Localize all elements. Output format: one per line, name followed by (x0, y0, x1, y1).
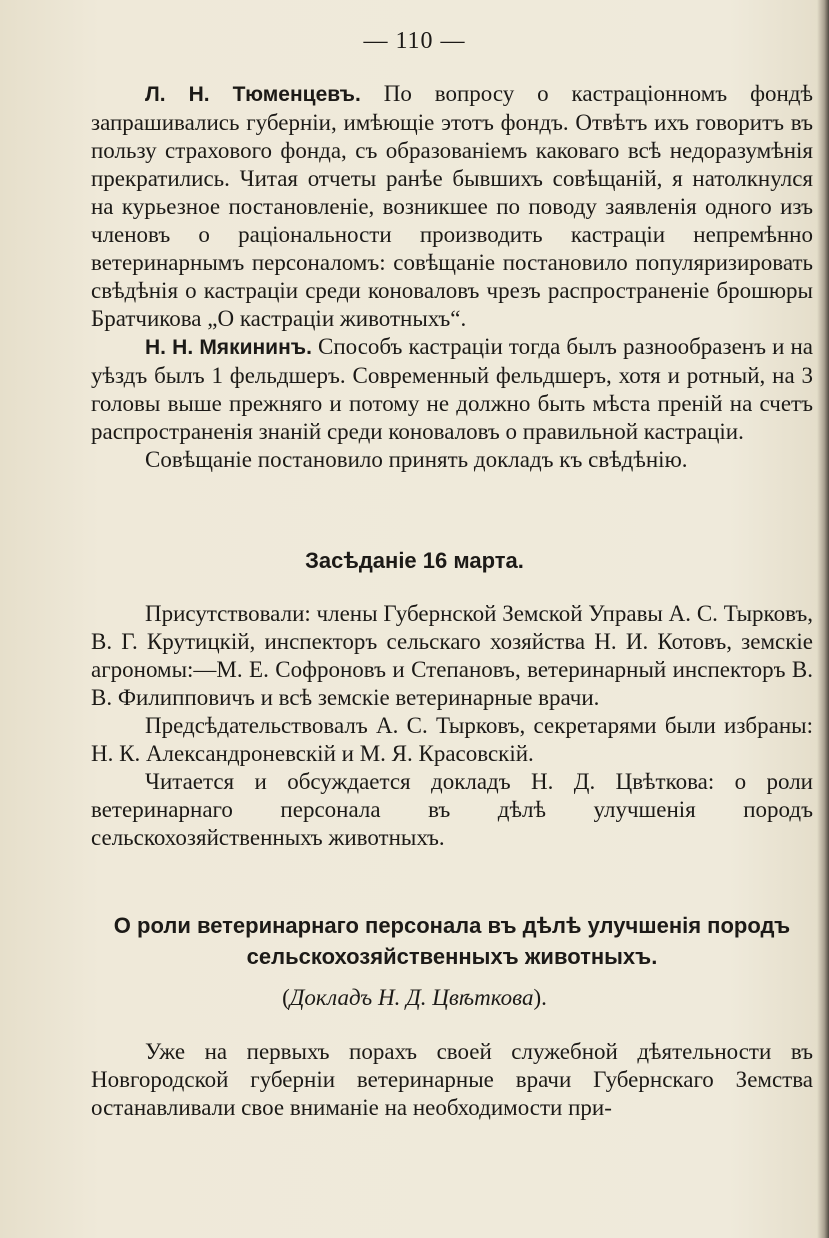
session-block (91, 600, 813, 852)
paragraph-attendees: Присутствовали: члены Губернской Земской Управы А. С. Тырковъ, В. Г. Крутицкій, инспекторъ сельскаго хозяйства Н. И. Котовъ, земскіе агрономы:—М. Е. Софроновъ и Степановъ, ветеринарный инспекторъ В. В. Филипповичъ и всѣ земскіе ветеринарные врачи. (91, 601, 813, 710)
paragraph-text: По вопросу о кастраціонномъ фондѣ запрашивались губерніи, имѣющіе этотъ фондъ. Отвѣтъ ихъ говоритъ въ пользу страхового фонда, съ образованіемъ каковаго всѣ недоразумѣнія прекратились. Читая отчеты ранѣе бывшихъ совѣщаній, я натолкнулся на курьезное постановленіе, возникшее по поводу заявленія одного изъ членовъ о раціональности производить кастраціи непремѣнно ветеринарнымъ персоналомъ: совѣщаніе постановило популяризировать свѣдѣнія о кастраціи среди коноваловъ чрезъ распространеніе брошюры Братчикова „О кастраціи животныхъ“. (91, 81, 813, 331)
speaker-name: Л. Н. Тюменцевъ. (145, 83, 361, 106)
paragraph-myakinin (91, 333, 813, 446)
paragraph-resolution: Совѣщаніе постановило принять докладъ къ свѣдѣнію. (145, 447, 688, 472)
byline-close: ). (533, 985, 547, 1010)
report-byline (0, 985, 829, 1011)
page-edge-shadow (817, 0, 829, 1238)
paragraph-tyumentsev (91, 80, 813, 333)
paragraph-agenda: Читается и обсуждается докладъ Н. Д. Цвѣткова: о роли ветеринарнаго персонала въ дѣлѣ улучшенія породъ сельскохозяйственныхъ животныхъ. (91, 769, 813, 850)
discussion-block (91, 80, 813, 474)
report-body (91, 1038, 813, 1122)
paragraph-chair: Предсѣдательствовалъ А. С. Тырковъ, секретарями были избраны: Н. К. Александроневскій и М. Я. Красовскій. (91, 713, 813, 766)
paragraph-text: Способъ кастраціи тогда былъ разнообразенъ и на уѣздъ былъ 1 фельдшеръ. Современный фельдшеръ, хотя и ротный, на 3 головы выше прежняго и потому не должно быть мѣста преній на счетъ распространенія знаній среди коноваловъ о правильной кастраціи. (91, 334, 813, 444)
byline-open: ( (282, 985, 290, 1010)
session-heading: Засѣданіе 16 марта. (305, 548, 524, 573)
report-title: О роли ветеринарнаго персонала въ дѣлѣ улучшенія породъ сельскохозяйственныхъ животныхъ. (113, 913, 791, 969)
paragraph-report-intro: Уже на первыхъ порахъ своей служебной дѣятельности въ Новгородской губерніи ветеринарные врачи Губернскаго Земства останавливали свое вниманіе на необходимости при- (91, 1039, 813, 1120)
speaker-name: Н. Н. Мякининъ. (145, 336, 312, 359)
page-number: — 110 — (363, 28, 466, 54)
byline-text: Докладъ Н. Д. Цвѣткова (289, 985, 534, 1010)
